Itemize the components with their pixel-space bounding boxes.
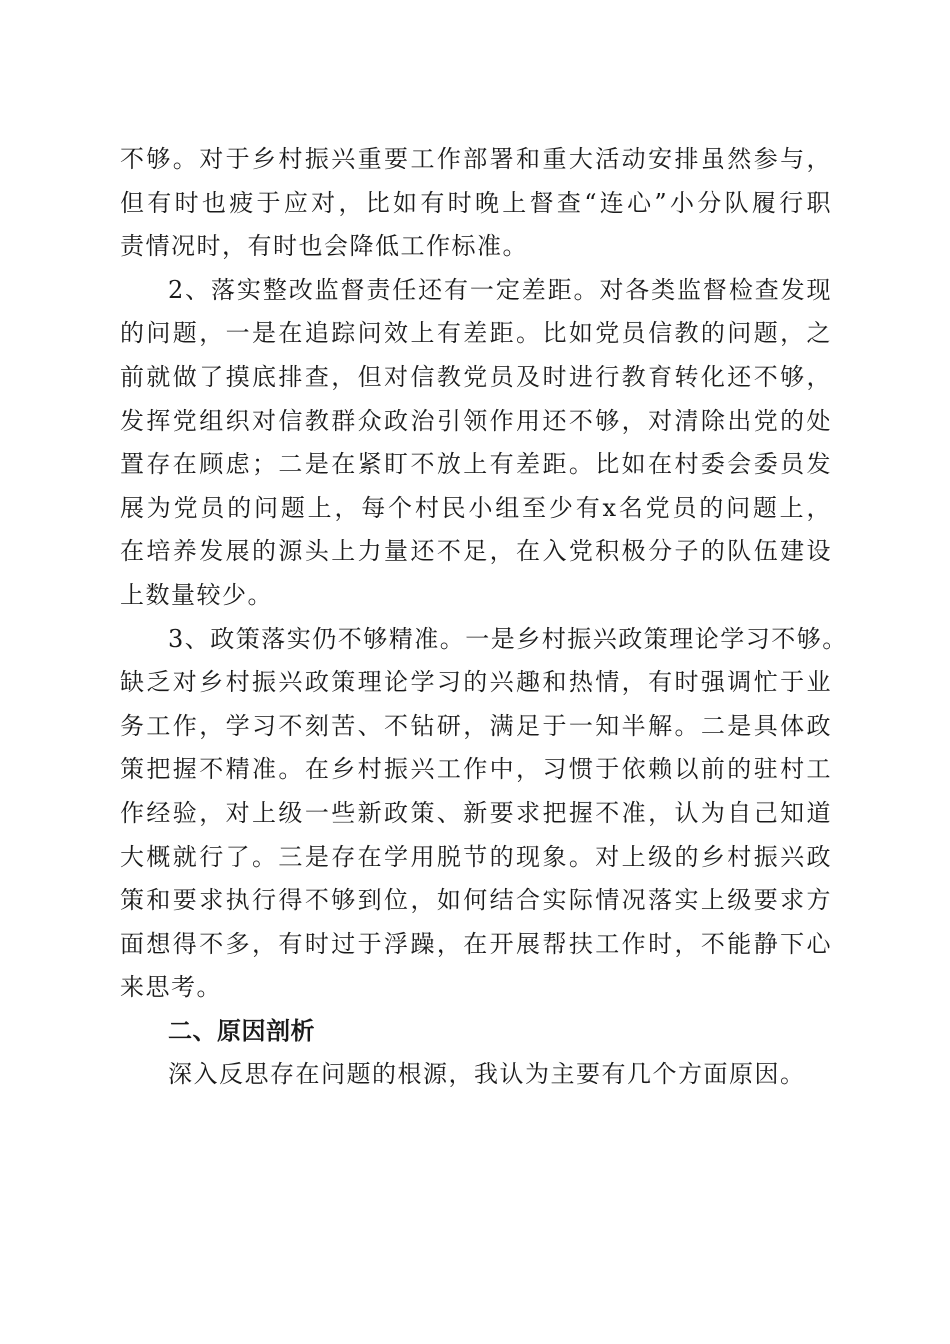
text-line: 面想得不多，有时过于浮躁，在开展帮扶工作时，不能静下心 <box>120 929 832 958</box>
text-line: 置存在顾虑；二是在紧盯不放上有差距。比如在村委会委员发 <box>120 450 832 479</box>
document-body <box>120 138 848 1097</box>
text-line: 务工作，学习不刻苦、不钻研，满足于一知半解。二是具体政 <box>120 711 832 740</box>
text-line: 展为党员的问题上，每个村民小组至少有x名党员的问题上， <box>120 493 832 522</box>
text-line: 大概就行了。三是存在学用脱节的现象。对上级的乡村振兴政 <box>120 842 832 871</box>
text-line: 但有时也疲于应对，比如有时晚上督查“连心”小分队履行职 <box>120 188 832 217</box>
text-line: 缺乏对乡村振兴政策理论学习的兴趣和热情，有时强调忙于业 <box>120 668 832 697</box>
text-line: 在培养发展的源头上力量还不足，在入党积极分子的队伍建设 <box>120 537 832 566</box>
text-line: 不够。对于乡村振兴重要工作部署和重大活动安排虽然参与， <box>120 145 832 173</box>
text-line: 作经验，对上级一些新政策、新要求把握不准，认为自己知道 <box>120 798 832 827</box>
text-line: 前就做了摸底排查，但对信教党员及时进行教育转化还不够， <box>120 362 832 391</box>
text-line: 责情况时，有时也会降低工作标准。 <box>120 232 528 261</box>
text-line: 上数量较少。 <box>120 580 273 609</box>
text-line: 来思考。 <box>120 973 222 1002</box>
text-line: 发挥党组织对信教群众政治引领作用还不够，对清除出党的处 <box>120 406 832 435</box>
paragraph-start-line: 3、政策落实仍不够精准。一是乡村振兴政策理论学习不够。 <box>168 624 848 653</box>
text-line: 的问题，一是在追踪问效上有差距。比如党员信教的问题，之 <box>120 319 832 348</box>
text-line: 策把握不精准。在乡村振兴工作中，习惯于依赖以前的驻村工 <box>120 755 832 784</box>
paragraph-start-line: 深入反思存在问题的根源，我认为主要有几个方面原因。 <box>168 1060 806 1089</box>
text-line: 策和要求执行得不够到位，如何结合实际情况落实上级要求方 <box>120 886 832 915</box>
paragraph-start-line: 2、落实整改监督责任还有一定差距。对各类监督检查发现 <box>168 275 832 304</box>
section-heading: 二、原因剖析 <box>168 1016 315 1045</box>
